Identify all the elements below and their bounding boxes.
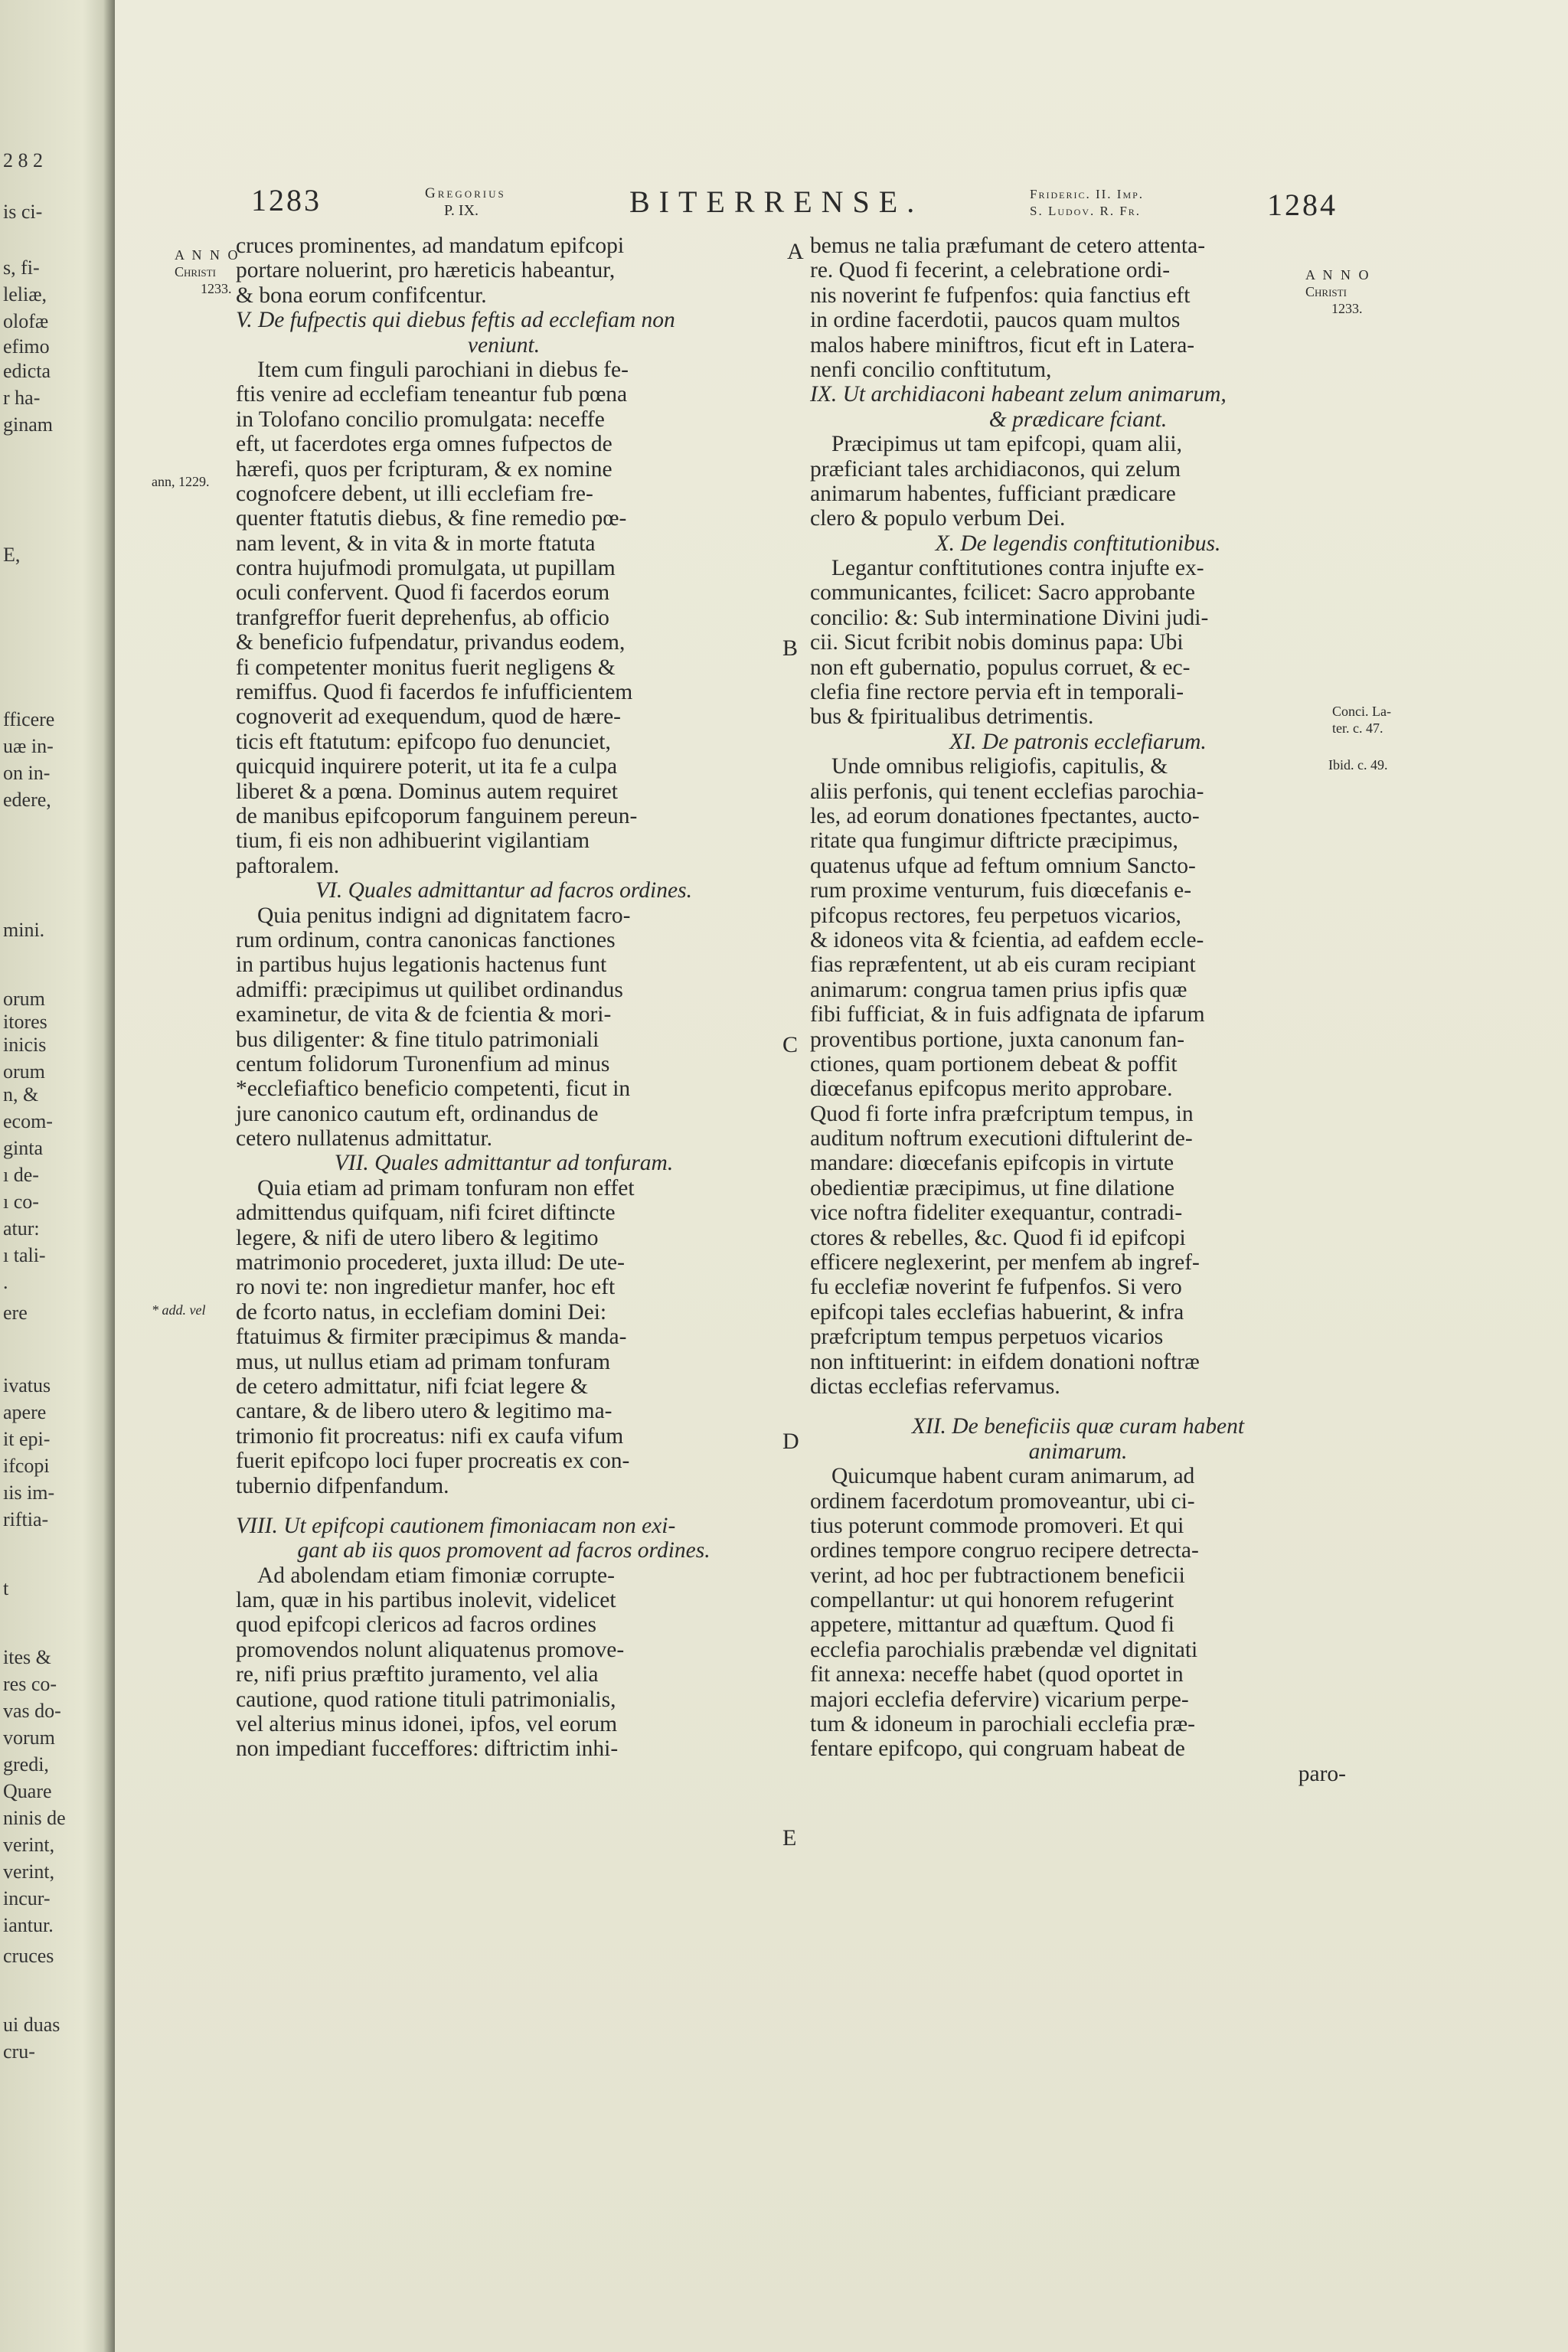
paragraph-line: Ad abolendam etiam fimoniæ corrupte-: [257, 1563, 615, 1588]
text-line: in Tolofano concilio promulgata: neceffe: [236, 407, 605, 432]
gutter-text-fragment: uæ in-: [3, 735, 54, 757]
gutter-text-fragment: cruces: [3, 1945, 54, 1967]
spacer: [236, 1498, 772, 1514]
gutter-text-fragment: inicis: [3, 1034, 47, 1056]
text-line: compellantur: ut qui honorem refugerint: [810, 1588, 1174, 1613]
text-line: aliis perfonis, qui tenent ecclefias parochia-: [810, 779, 1204, 804]
text-line: lam, quæ in his partibus inolevit, videlicet: [236, 1588, 616, 1613]
text-line: communicantes, fcilicet: Sacro approbante: [810, 580, 1195, 606]
text-line: animarum habentes, fufficiant prædicare: [810, 481, 1176, 506]
text-line: les, ad eorum donationes fpectantes, aucto-: [810, 803, 1200, 828]
text-line: ticis eft ftatutum: epifcopo fuo denunciet,: [236, 729, 611, 754]
book-page: [115, 0, 1568, 2352]
text-line: vel alterius minus idonei, ipfos, vel eorum: [236, 1712, 618, 1737]
gutter-text-fragment: iantur.: [3, 1914, 54, 1936]
text-line: fit annexa: neceffe habet (quod oportet in: [810, 1662, 1184, 1687]
text-line: nis noverint fe fufpenfos: quia fanctius eft: [810, 283, 1191, 308]
gutter-text-fragment: is ci-: [3, 201, 43, 223]
gutter-text-fragment: ı de-: [3, 1164, 39, 1186]
gutter-text-fragment: incur-: [3, 1887, 51, 1909]
text-line: de fcorto natus, in ecclefiam domini Dei:: [236, 1299, 607, 1325]
council-title: BITERRENSE.: [629, 185, 924, 219]
gutter-text-fragment: verint,: [3, 1860, 55, 1883]
text-line: ordines tempore congruo recipere detrecta-: [810, 1538, 1199, 1563]
section-letter-a: A: [787, 239, 804, 264]
text-line: fibi fufficiat, & in fuis adfignata de ipfarum: [810, 1002, 1205, 1027]
text-line: ctiones, quam portionem debeat & poffit: [810, 1051, 1178, 1076]
text-line: quod epifcopi clericos ad facros ordines: [236, 1612, 597, 1638]
gutter-text-fragment: res co-: [3, 1673, 57, 1695]
gutter-text-fragment: ginam: [3, 413, 53, 436]
text-line: portare noluerint, pro hæreticis habeantur,: [236, 258, 616, 283]
paragraph-line: Quia penitus indigni ad dignitatem facro-: [257, 903, 631, 928]
text-line: auditum noftrum executioni diftulerint de-: [810, 1126, 1193, 1152]
section-letter-e: E: [782, 1825, 797, 1851]
text-line: ecclefia parochialis præbendæ vel dignitati: [810, 1637, 1198, 1662]
chapter-heading: animarum.: [1028, 1439, 1128, 1464]
gutter-text-fragment: ginta: [3, 1137, 43, 1159]
text-line: in partibus hujus legationis hactenus funt: [236, 952, 607, 978]
text-line: efficere neglexerint, per menfem ab ingref-: [810, 1250, 1200, 1276]
text-line: majori ecclefia defervire) vicarium perpe-: [810, 1687, 1189, 1712]
spacer: [810, 1399, 1346, 1414]
gutter-text-fragment: fficere: [3, 708, 55, 730]
text-line: non eft gubernatio, populus corruet, & ec-: [810, 655, 1191, 680]
gutter-text-fragment: ıis im-: [3, 1481, 55, 1504]
text-line: legere, & nifi de utero libero & legitimo: [236, 1225, 599, 1250]
text-line: rum proxime venturum, fuis diœcefanis e-: [810, 878, 1192, 903]
text-line: tranfgreffor fuerit deprehenfus, ab officio: [236, 605, 609, 630]
text-line: hærefi, quos per fcripturam, & ex nomine: [236, 456, 612, 482]
margin-year-1229: ann, 1229.: [152, 474, 210, 489]
gutter-text-fragment: orum: [3, 988, 45, 1010]
chapter-heading: veniunt.: [467, 332, 541, 358]
text-line: paftoralem.: [236, 853, 340, 878]
text-line: cognofcere debent, ut illi ecclefiam fre-: [236, 481, 593, 506]
gutter-text-fragment: n, &: [3, 1083, 39, 1106]
chapter-heading: XII. De beneficiis quæ curam habent: [911, 1414, 1245, 1439]
gutter-text-fragment: ifcopi: [3, 1455, 50, 1477]
text-line: clefia fine rectore pervia eft in temporali-: [810, 680, 1184, 705]
text-line: cautione, quod ratione tituli patrimonialis,: [236, 1687, 616, 1712]
gutter-text-fragment: ere: [3, 1302, 28, 1324]
gutter-text-fragment: gredi,: [3, 1753, 49, 1775]
margin-conci-label: Conci. La-: [1332, 704, 1391, 719]
text-line: verint, ad hoc per fubtractionem beneficii: [810, 1563, 1185, 1588]
text-line: tius poterunt commode promoveri. Et qui: [810, 1513, 1184, 1538]
text-line: liberet & a pœna. Dominus autem requiret: [236, 779, 618, 804]
text-line: non impediant fucceffores: diftrictim inhi-: [236, 1736, 619, 1762]
text-line: diœcefanus epifcopus merito approbare.: [810, 1076, 1173, 1102]
gutter-text-fragment: r ha-: [3, 387, 41, 409]
chapter-heading: & prædicare fciant.: [988, 407, 1168, 432]
gutter-text-fragment: ites &: [3, 1646, 51, 1668]
text-line: bemus ne talia præfumant de cetero attenta-: [810, 234, 1206, 258]
margin-year-label: 1233.: [201, 281, 232, 296]
text-line: de manibus epifcoporum fanguinem pereun-: [236, 803, 638, 828]
left-text-column: [236, 234, 772, 1762]
margin-anno-label: A N N O: [1305, 267, 1371, 283]
margin-conci-chapter: ter. c. 47.: [1332, 720, 1383, 736]
text-line: jure canonico cautum eft, ordinandus de: [236, 1101, 599, 1126]
gutter-text-fragment: it epi-: [3, 1428, 51, 1450]
catchword: paro-: [1298, 1761, 1346, 1786]
chapter-heading: V. De fufpectis qui diebus feftis ad ecclefiam non: [236, 308, 675, 333]
text-line: præficiant tales archidiaconos, qui zelum: [810, 456, 1181, 482]
text-line: mandare: diœcefanis epifcopis in virtute: [810, 1151, 1174, 1176]
previous-page-edge: [0, 0, 119, 2352]
text-line: re. Quod fi fecerint, a celebratione ordi-: [810, 258, 1171, 283]
text-line: in ordine facerdotii, paucos quam multos: [810, 308, 1181, 333]
text-line: cruces prominentes, ad mandatum epifcopi: [236, 234, 625, 258]
text-line: rum ordinum, contra canonicas fanctiones: [236, 927, 616, 952]
text-line: cii. Sicut fcribit nobis dominus papa: Ubi: [810, 630, 1184, 655]
text-line: tubernio difpenfandum.: [236, 1473, 449, 1498]
text-line: quenter ftatutis diebus, & fine remedio pœ-: [236, 506, 627, 531]
gutter-text-fragment: edere,: [3, 789, 51, 811]
text-line: concilio: &: Sub interminatione Divini judi-: [810, 605, 1209, 630]
text-line: nam levent, & in vita & in morte ftatuta: [236, 531, 596, 556]
gutter-text-fragment: atur:: [3, 1217, 40, 1240]
section-letter-d: D: [782, 1429, 799, 1454]
text-line: & idoneos vita & fcientia, ad eafdem eccle-: [810, 927, 1204, 952]
text-line: ro novi te: non ingredietur manfer, hoc eft: [236, 1275, 616, 1300]
text-line: fi competenter monitus fuerit negligens &: [236, 655, 616, 680]
text-line: fu ecclefiæ noverint fe fufpenfos. Si vero: [810, 1275, 1182, 1300]
margin-christi-label: Christi: [175, 264, 216, 279]
text-line: fias repræfentent, ut ab eis curam recipiant: [810, 952, 1196, 978]
gutter-text-fragment: verint,: [3, 1834, 55, 1856]
gutter-text-fragment: cru-: [3, 2040, 35, 2063]
text-line: fuerit epifcopo loci fuper procreatis ex con-: [236, 1449, 630, 1474]
gutter-text-fragment: apere: [3, 1401, 47, 1423]
running-head-emperor: Frideric. II. Imp.: [1030, 187, 1145, 201]
text-line: oculi confervent. Quod fi facerdos eorum: [236, 580, 610, 606]
page-number-right: 1284: [1267, 188, 1338, 222]
text-line: tium, fi eis non adhibuerint vigilantiam: [236, 828, 590, 854]
text-line: ctores & rebelles, &c. Quod fi id epifcopi: [810, 1225, 1186, 1250]
chapter-heading: IX. Ut archidiaconi habeant zelum animarum,: [810, 382, 1227, 407]
text-line: nenfi concilio conftitutum,: [810, 357, 1052, 382]
text-line: dictas ecclefias refervamus.: [810, 1374, 1060, 1399]
text-line: epifcopi tales ecclefias habuerint, & infra: [810, 1299, 1184, 1325]
text-line: Quod fi forte infra præfcriptum tempus, in: [810, 1101, 1194, 1126]
gutter-text-fragment: edicta: [3, 360, 51, 382]
text-line: quatenus ufque ad feftum omnium Sancto-: [810, 853, 1196, 878]
gutter-text-fragment: itores: [3, 1011, 47, 1033]
text-line: ftatuimus & firmiter præcipimus & manda-: [236, 1325, 627, 1350]
gutter-text-fragment: ninis de: [3, 1807, 66, 1829]
text-line: bus diligenter: & fine titulo patrimoniali: [236, 1027, 599, 1052]
text-line: obedientiæ præcipimus, ut fine dilatione: [810, 1175, 1175, 1200]
paragraph-line: Quicumque habent curam animarum, ad: [831, 1464, 1195, 1489]
text-line: cognoverit ad exequendum, quod de hære-: [236, 704, 621, 730]
running-head-pope-number: P. IX.: [444, 202, 479, 219]
margin-ibid: Ibid. c. 49.: [1328, 757, 1388, 773]
gutter-text-fragment: efimo: [3, 335, 50, 358]
text-line: re, nifi prius præftito juramento, vel alia: [236, 1662, 599, 1687]
text-line: ordinem facerdotum promoveantur, ubi ci-: [810, 1488, 1195, 1514]
gutter-text-fragment: E,: [3, 544, 21, 566]
chapter-heading: XI. De patronis ecclefiarum.: [949, 729, 1207, 754]
text-line: clero & populo verbum Dei.: [810, 506, 1066, 531]
section-letter-c: C: [782, 1032, 799, 1057]
running-head-pope: Gregorius: [425, 185, 506, 201]
gutter-text-fragment: s, fi-: [3, 256, 40, 279]
gutter-text-fragment: ecom-: [3, 1110, 53, 1132]
text-line: quicquid inquirere poterit, ut ita fe a culpa: [236, 754, 618, 779]
margin-add-vel: * add. vel: [152, 1302, 206, 1318]
text-line: proventibus portione, juxta canonum fan-: [810, 1027, 1185, 1052]
gutter-text-fragment: Quare: [3, 1780, 52, 1802]
gutter-text-fragment: mini.: [3, 919, 45, 941]
gutter-text-fragment: riftia-: [3, 1508, 49, 1530]
text-line: malos habere miniftros, ficut eft in Latera-: [810, 332, 1195, 358]
margin-anno-left: [175, 247, 240, 297]
text-line: admittendus quifquam, nifi fciret diftincte: [236, 1200, 616, 1226]
text-line: matrimonio procederet, juxta illud: De ute-: [236, 1250, 625, 1276]
gutter-text-fragment: ui duas: [3, 2014, 60, 2036]
text-line: præfcriptum tempus perpetuos vicarios: [810, 1325, 1164, 1350]
chapter-heading: VIII. Ut epifcopi cautionem fimoniacam non exi-: [236, 1513, 676, 1538]
text-line: bus & fpiritualibus detrimentis.: [810, 704, 1094, 730]
margin-anno-label: A N N O: [175, 247, 240, 263]
paragraph-line: Præcipimus ut tam epifcopi, quam alii,: [831, 432, 1182, 457]
gutter-text-fragment: vorum: [3, 1726, 55, 1749]
text-line: de cetero admittatur, nifi fciat legere &: [236, 1374, 588, 1399]
text-line: vice noftra fideliter exequantur, contradi-: [810, 1200, 1183, 1226]
text-line: ftis venire ad ecclefiam teneantur fub pœna: [236, 382, 628, 407]
text-line: pifcopus rectores, feu perpetuos vicarios,: [810, 903, 1181, 928]
margin-christi-label: Christi: [1305, 284, 1347, 299]
page-number-left: 1283: [251, 183, 322, 217]
gutter-text-fragment: leliæ,: [3, 283, 47, 305]
chapter-heading: X. De legendis conftitutionibus.: [935, 531, 1221, 556]
gutter-text-fragment: olofæ: [3, 310, 49, 332]
gutter-text-fragment: .: [3, 1271, 8, 1293]
text-line: promovendos nolunt aliquatenus promove-: [236, 1637, 625, 1662]
margin-year-label: 1233.: [1331, 301, 1363, 316]
gutter-text-fragment: on in-: [3, 762, 51, 784]
chapter-heading: VI. Quales admittantur ad facros ordines.: [315, 878, 692, 903]
gutter-text-fragment: ı co-: [3, 1191, 39, 1213]
text-line: cetero nullatenus admittatur.: [236, 1126, 493, 1152]
text-line: trimonio fit procreatus: nifi ex caufa vifum: [236, 1423, 624, 1449]
text-line: centum folidorum Turonenfium ad minus: [236, 1051, 610, 1076]
gutter-text-fragment: orum: [3, 1060, 45, 1083]
gutter-text-fragment: ivatus: [3, 1374, 51, 1396]
text-line: *ecclefiaftico beneficio competenti, ficut in: [236, 1076, 631, 1102]
text-line: & bona eorum confifcentur.: [236, 283, 487, 308]
chapter-heading: VII. Quales admittantur ad tonfuram.: [334, 1151, 674, 1176]
text-line: remiffus. Quod fi facerdos fe infufficientem: [236, 680, 633, 705]
text-line: fentare epifcopo, qui congruam habeat de: [810, 1736, 1185, 1762]
chapter-heading: gant ab iis quos promovent ad facros ordines.: [297, 1538, 710, 1563]
text-line: non inftituerint: in eifdem donationi noftræ: [810, 1349, 1200, 1374]
text-line: eft, ut facerdotes erga omnes fufpectos de: [236, 432, 612, 457]
text-line: cantare, & de libero utero & legitimo ma-: [236, 1399, 612, 1424]
text-line: appetere, mittantur ad quæftum. Quod fi: [810, 1612, 1174, 1638]
section-letter-b: B: [782, 635, 799, 661]
text-line: & beneficio fufpendatur, privandus eodem,: [236, 630, 626, 655]
text-line: admiffi: præcipimus ut quilibet ordinandus: [236, 977, 623, 1002]
text-line: examinetur, de vita & de fcientia & mori-: [236, 1002, 612, 1027]
gutter-text-fragment: 2 8 2: [3, 149, 43, 172]
paragraph-line: Quia etiam ad primam tonfuram non effet: [257, 1175, 635, 1200]
text-line: ritate qua fungimur diftricte præcipimus,: [810, 828, 1178, 854]
paragraph-line: Item cum finguli parochiani in diebus fe-: [257, 357, 629, 382]
gutter-text-fragment: ı tali-: [3, 1244, 46, 1266]
paragraph-line: Unde omnibus religiofis, capitulis, &: [831, 754, 1168, 779]
right-text-column: [810, 234, 1346, 1786]
gutter-text-fragment: vas do-: [3, 1700, 61, 1722]
text-line: mus, ut nullus etiam ad primam tonfuram: [236, 1349, 611, 1374]
running-head-king: S. Ludov. R. Fr.: [1030, 204, 1142, 218]
text-line: tum & idoneum in parochiali ecclefia præ-: [810, 1712, 1195, 1737]
text-line: animarum: congrua tamen prius ipfis quæ: [810, 977, 1187, 1002]
gutter-text-fragment: t: [3, 1577, 9, 1599]
text-line: contra hujufmodi promulgata, ut pupillam: [236, 556, 616, 581]
paragraph-line: Legantur conftitutiones contra injufte ex-: [831, 556, 1204, 581]
